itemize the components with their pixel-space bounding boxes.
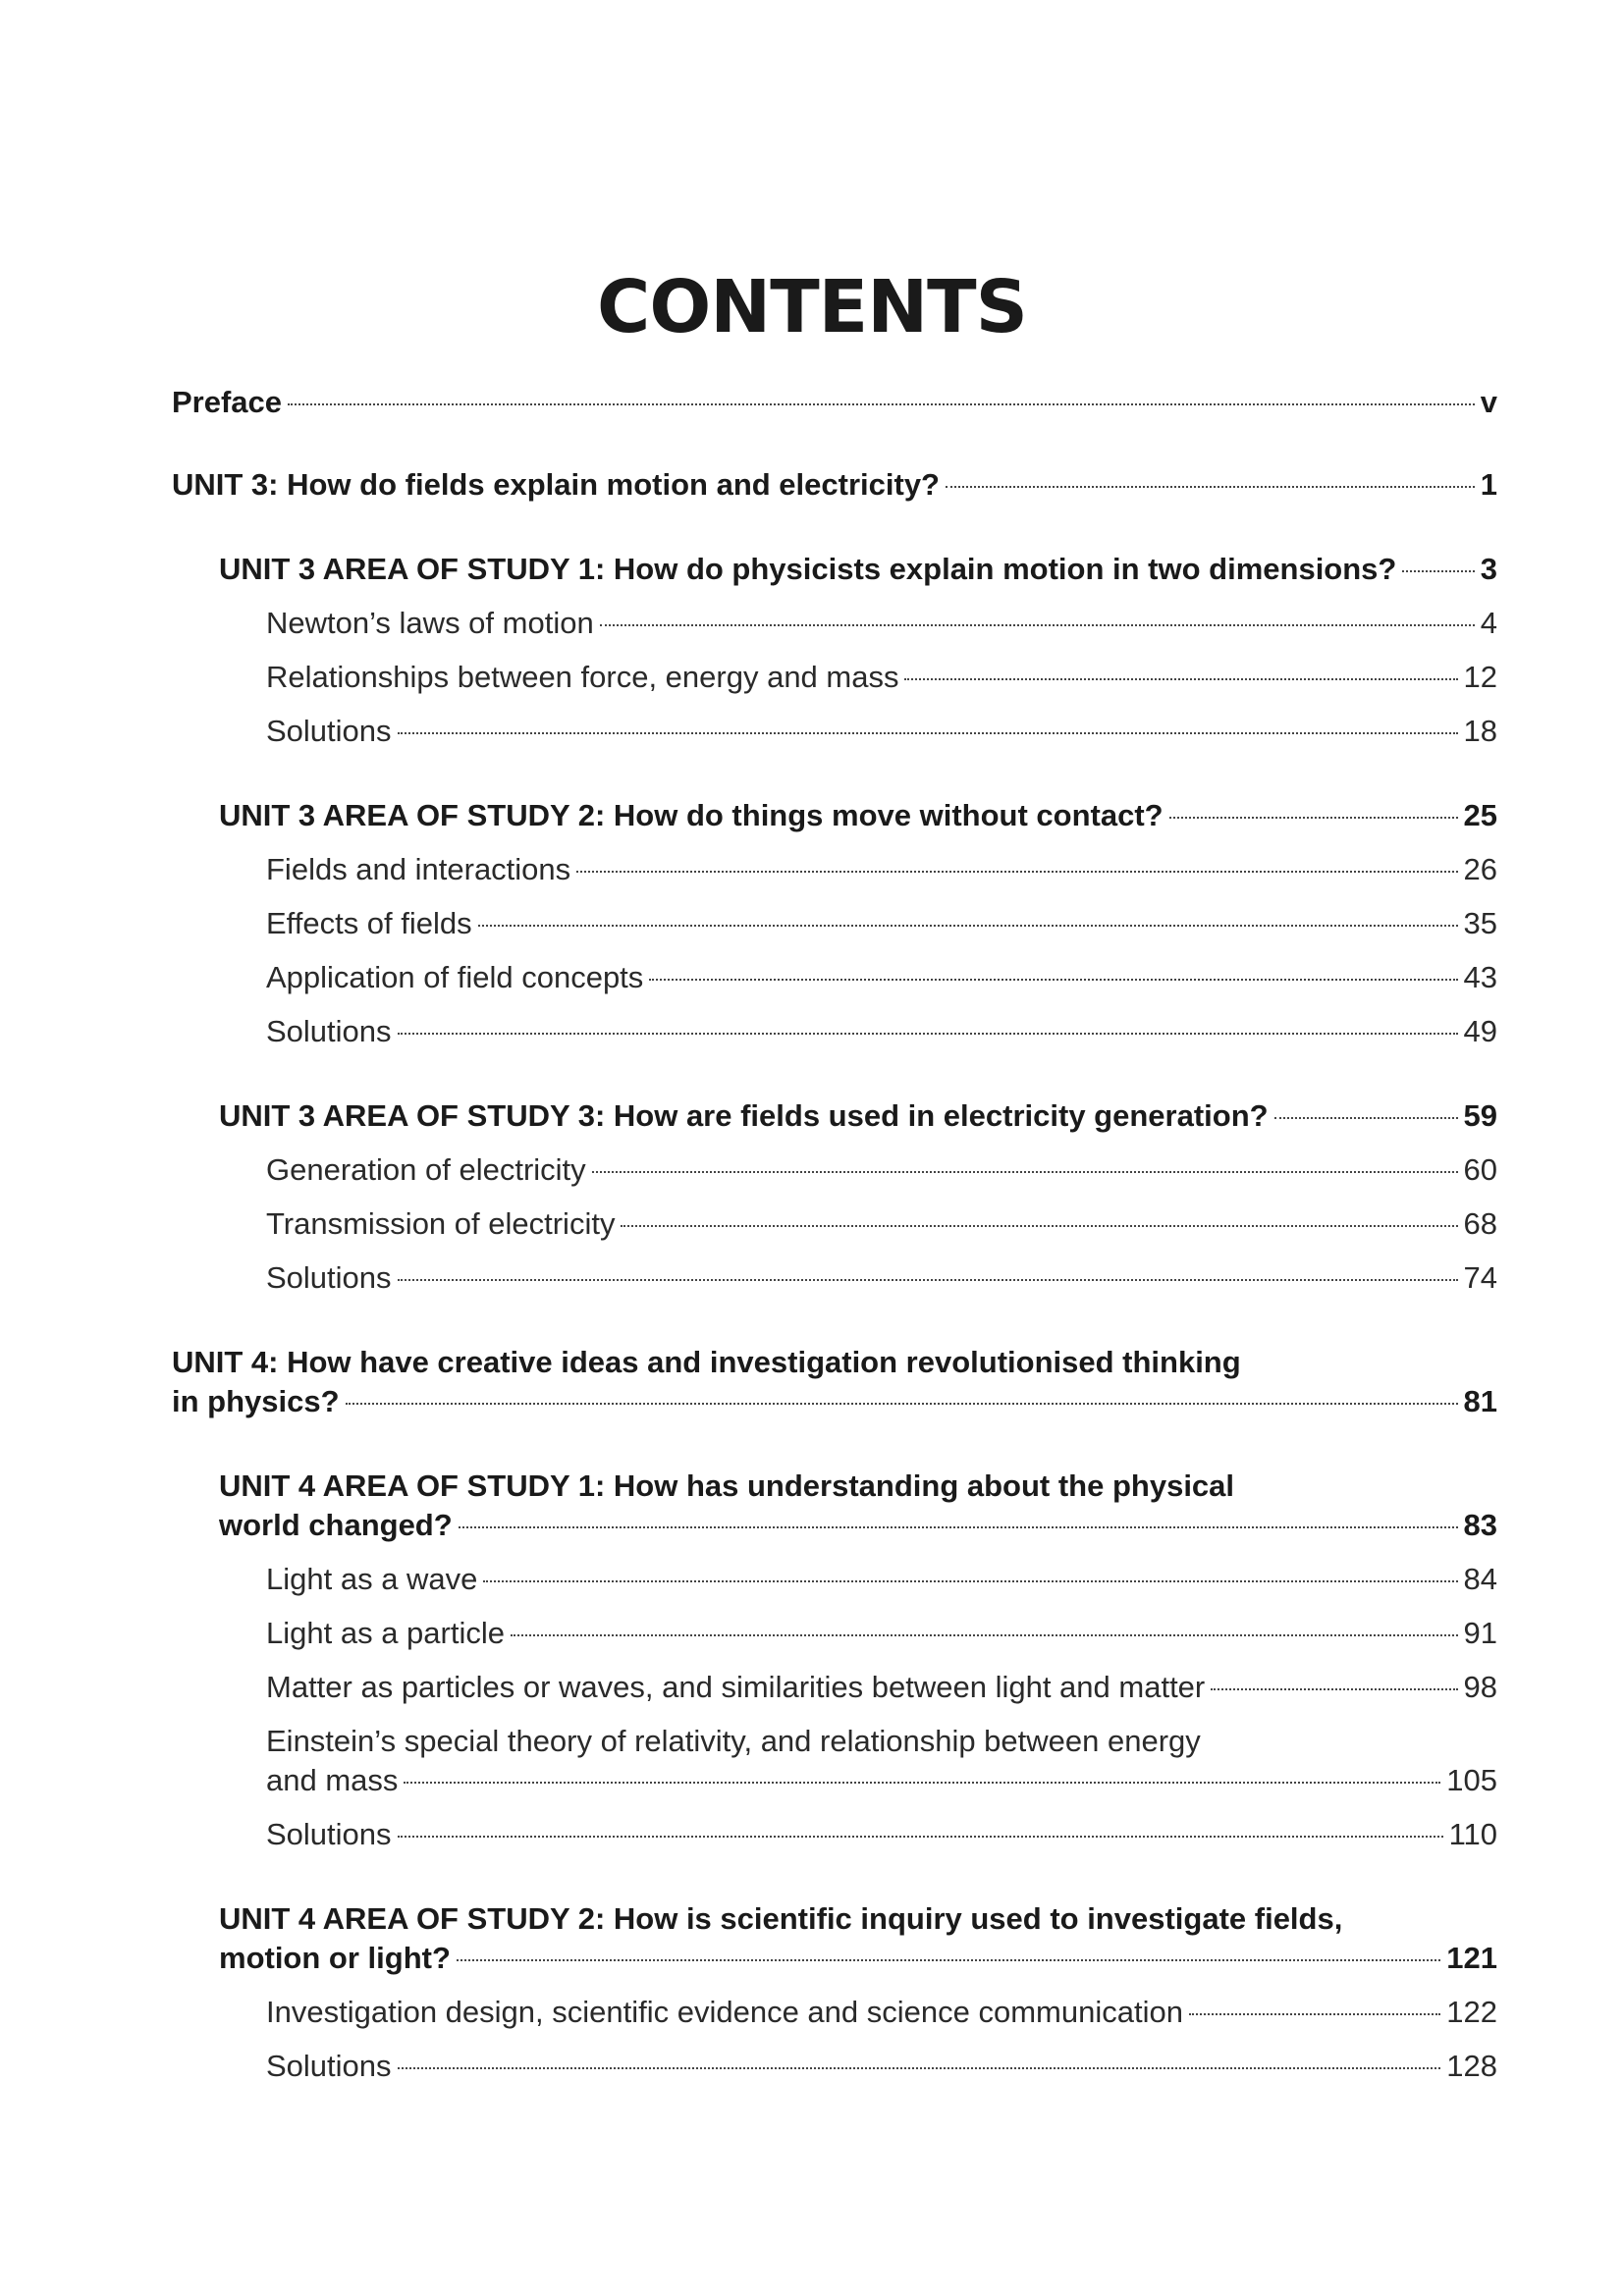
toc-page-number: 98	[1463, 1670, 1497, 1704]
toc-entry-title: Relationships between force, energy and mass	[266, 660, 899, 694]
toc-entry-title: world changed?	[219, 1508, 453, 1542]
dot-leader	[346, 1403, 1458, 1405]
toc-entry-title: Preface	[172, 385, 283, 419]
toc-entry-topic[interactable]	[266, 712, 1497, 751]
dot-leader	[398, 732, 1458, 734]
toc-page-number: 35	[1463, 906, 1497, 940]
dot-leader	[404, 1782, 1440, 1784]
toc-page-number: 121	[1446, 1941, 1497, 1975]
toc-entry-title: Solutions	[266, 1817, 392, 1851]
dot-leader	[1169, 817, 1458, 819]
toc-entry-title: Solutions	[266, 1260, 392, 1295]
dot-leader	[483, 1580, 1457, 1582]
toc-entry-title: Fields and interactions	[266, 852, 571, 886]
page-title: CONTENTS	[597, 265, 1027, 349]
toc-page-number: 59	[1463, 1098, 1497, 1133]
toc-page-number: 84	[1463, 1562, 1497, 1596]
toc-entry-unit[interactable]	[172, 1343, 1497, 1421]
dot-leader	[457, 1959, 1440, 1961]
toc-page-number: 49	[1463, 1014, 1497, 1048]
toc-entry-topic[interactable]	[266, 1815, 1497, 1854]
toc-page-number: 18	[1463, 714, 1497, 748]
toc-entry-title: Investigation design, scientific evidence and science communication	[266, 1995, 1183, 2029]
toc-entry-title: Solutions	[266, 1014, 392, 1048]
toc-entry-title: Light as a wave	[266, 1562, 478, 1596]
toc-entry-title: Newton’s laws of motion	[266, 606, 594, 640]
toc-page-number: 91	[1463, 1616, 1497, 1650]
toc-entry-title: Light as a particle	[266, 1616, 505, 1650]
toc-entry-topic[interactable]	[266, 1204, 1497, 1244]
toc-entry-aos[interactable]	[219, 1096, 1497, 1136]
toc-page-number: 128	[1446, 2049, 1497, 2083]
toc-entry-title: Solutions	[266, 714, 392, 748]
toc-page-number: v	[1480, 385, 1497, 419]
toc-entry-title: UNIT 3: How do fields explain motion and electricity?	[172, 467, 940, 502]
toc-entry-title: UNIT 3 AREA OF STUDY 1: How do physicists explain motion in two dimensions?	[219, 552, 1397, 586]
toc-entry-aos[interactable]	[219, 1899, 1497, 1978]
toc-entry-aos[interactable]	[219, 550, 1497, 589]
toc-page-number: 83	[1463, 1508, 1497, 1542]
dot-leader	[1189, 2013, 1440, 2015]
dot-leader	[1402, 570, 1474, 572]
toc-entry-topic[interactable]	[266, 1614, 1497, 1653]
toc-page-number: 105	[1446, 1763, 1497, 1797]
toc-entry-title: motion or light?	[219, 1941, 451, 1975]
dot-leader	[1211, 1688, 1457, 1690]
toc-entry-title-line: UNIT 4: How have creative ideas and investigation revolutionised thinking	[172, 1345, 1241, 1379]
toc-entry-topic[interactable]	[266, 1668, 1497, 1707]
dot-leader	[478, 925, 1458, 927]
dot-leader	[592, 1171, 1458, 1173]
toc-entry-topic[interactable]	[266, 1012, 1497, 1051]
toc-entry-title: Application of field concepts	[266, 960, 644, 994]
dot-leader	[511, 1634, 1458, 1636]
toc-entry-topic[interactable]	[266, 958, 1497, 997]
toc-page-number: 122	[1446, 1995, 1497, 2029]
toc-page-number: 68	[1463, 1206, 1497, 1241]
toc-entry-topic[interactable]	[266, 850, 1497, 889]
toc-entry-topic[interactable]	[266, 2047, 1497, 2086]
toc-entry-title: Solutions	[266, 2049, 392, 2083]
toc-page-number: 12	[1463, 660, 1497, 694]
toc-page-number: 43	[1463, 960, 1497, 994]
dot-leader	[1274, 1117, 1458, 1119]
dot-leader	[946, 486, 1475, 488]
dot-leader	[576, 871, 1457, 873]
dot-leader	[459, 1526, 1458, 1528]
toc-entry-title: Generation of electricity	[266, 1152, 586, 1187]
toc-entry-topic[interactable]	[266, 1722, 1497, 1800]
dot-leader	[398, 1033, 1458, 1035]
toc-page-number: 26	[1463, 852, 1497, 886]
toc-entry-title: Transmission of electricity	[266, 1206, 616, 1241]
dot-leader	[398, 2067, 1441, 2069]
toc-entry-topic[interactable]	[266, 1560, 1497, 1599]
toc-entry-title-line: UNIT 4 AREA OF STUDY 1: How has understanding about the physical	[219, 1468, 1235, 1503]
dot-leader	[621, 1225, 1457, 1227]
toc-entry-topic[interactable]	[266, 658, 1497, 697]
toc-entry-topic[interactable]	[266, 1993, 1497, 2032]
toc-entry-aos[interactable]	[219, 1467, 1497, 1545]
toc-entry-topic[interactable]	[266, 1150, 1497, 1190]
toc-entry-title-line: Einstein’s special theory of relativity, and relationship between energy	[266, 1724, 1201, 1758]
toc-page-number: 3	[1480, 552, 1497, 586]
toc-entry-title-line: UNIT 4 AREA OF STUDY 2: How is scientific inquiry used to investigate fields,	[219, 1901, 1343, 1936]
toc-entry-title: and mass	[266, 1763, 399, 1797]
toc-entry-topic[interactable]	[266, 904, 1497, 943]
toc-entry-topic[interactable]	[266, 604, 1497, 643]
toc-page-number: 110	[1448, 1817, 1497, 1851]
dot-leader	[904, 678, 1457, 680]
dot-leader	[398, 1279, 1458, 1281]
toc-entry-title: UNIT 3 AREA OF STUDY 2: How do things move without contact?	[219, 798, 1164, 832]
toc-entry-title: Matter as particles or waves, and similarities between light and matter	[266, 1670, 1206, 1704]
toc-page-number: 1	[1480, 467, 1497, 502]
toc-entry-title: in physics?	[172, 1384, 340, 1418]
table-of-contents	[172, 383, 1497, 2086]
toc-entry-aos[interactable]	[219, 796, 1497, 835]
toc-page-number: 4	[1480, 606, 1497, 640]
dot-leader	[288, 403, 1475, 405]
toc-entry-topic[interactable]	[266, 1258, 1497, 1298]
toc-entry-title: UNIT 3 AREA OF STUDY 3: How are fields used in electricity generation?	[219, 1098, 1269, 1133]
dot-leader	[398, 1836, 1443, 1838]
toc-page-number: 60	[1463, 1152, 1497, 1187]
dot-leader	[649, 979, 1457, 981]
toc-page-number: 81	[1463, 1384, 1497, 1418]
toc-entry-unit[interactable]	[172, 383, 1497, 422]
toc-entry-title: Effects of fields	[266, 906, 472, 940]
toc-page-number: 25	[1463, 798, 1497, 832]
toc-entry-unit[interactable]	[172, 465, 1497, 505]
toc-page-number: 74	[1463, 1260, 1497, 1295]
dot-leader	[600, 624, 1475, 626]
